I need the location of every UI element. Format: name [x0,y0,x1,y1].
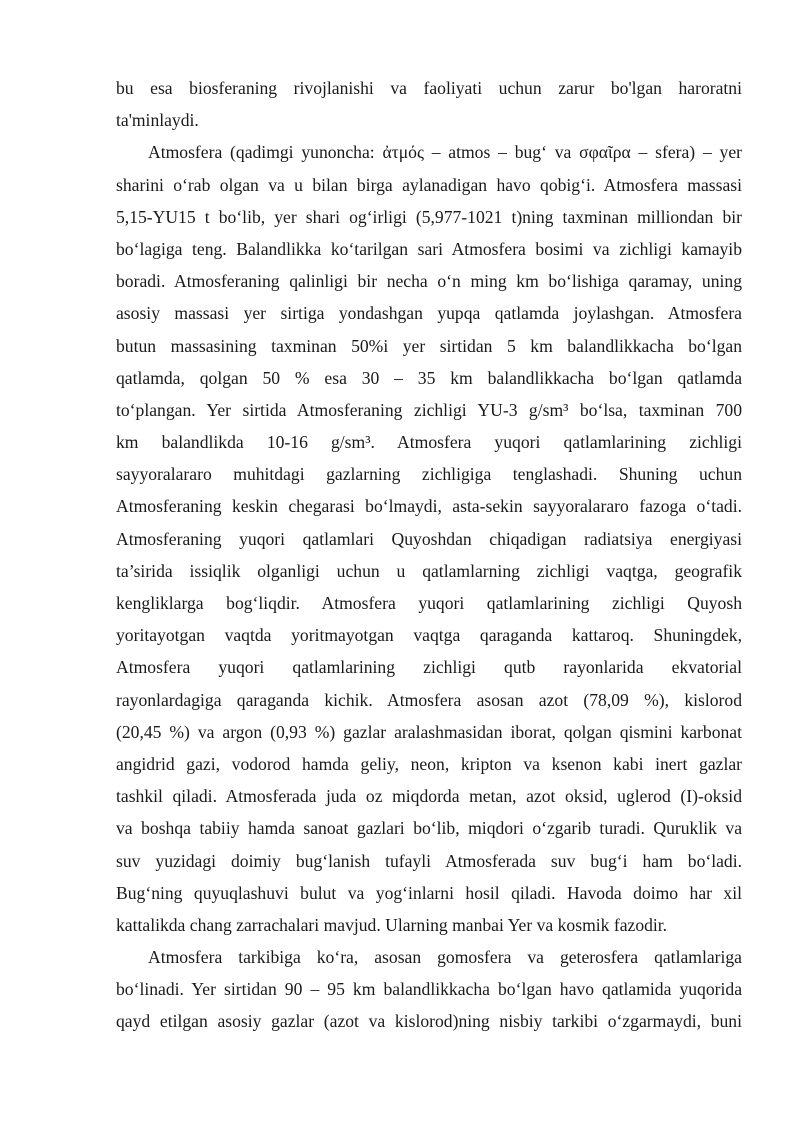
text-line: butun massasining taxminan 50%i yer sirtidan 5 km balandlikkacha bo‘lgan [116,335,742,356]
paragraph [116,941,742,1038]
text-line: km balandlikda 10-16 g/sm³. Atmosfera yuqori qatlamlarining zichligi [116,432,742,453]
paragraph [116,136,742,941]
text-line: Atmosfera (qadimgi yunoncha: ἀτμός – atmos – bug‘ va σφαῖρα – sfera) – yer [148,142,742,163]
text-line: bo‘lagiga teng. Balandlikka ko‘tarilgan sari Atmosfera bosimi va zichligi kamayib [116,238,742,259]
text-line: kengliklarga bog‘liqdir. Atmosfera yuqori qatlamlarining zichligi Quyosh [116,593,742,613]
text-line: sayyoralararo muhitdagi gazlarning zichligiga tenglashadi. Shuning uchun [116,464,742,485]
text-line: Bug‘ning quyuqlashuvi bulut va yog‘inlarni hosil qiladi. Havoda doimo har xil [116,882,742,903]
text-line: Atmosfera tarkibiga ko‘ra, asosan gomosfera va geterosfera qatlamlariga [148,947,742,968]
paragraph [116,72,742,136]
document-page [116,72,742,1038]
text-line: 5,15-YU15 t bo‘lib, yer shari og‘irligi (5,977-1021 t)ning taxminan milliondan bir [116,206,742,227]
text-line: va boshqa tabiiy hamda sanoat gazlari bo‘lib, miqdori o‘zgarib turadi. Quruklik va [116,818,742,839]
text-line: suv yuzidagi doimiy bug‘lanish tufayli Atmosferada suv bug‘i ham bo‘ladi. [116,850,742,871]
text-line: qayd etilgan asosiy gazlar (azot va kislorod)ning nisbiy tarkibi o‘zgarmaydi, buni [116,1011,742,1032]
text-line: bo‘linadi. Yer sirtidan 90 – 95 km balandlikkacha bo‘lgan havo qatlamida yuqorida [116,979,742,1000]
text-line: kattalikda chang zarrachalari mavjud. Ularning manbai Yer va kosmik fazodir. [116,914,668,935]
text-line: rayonlardagiga qaraganda kichik. Atmosfera asosan azot (78,09 %), kislorod [116,689,742,710]
text-line: qatlamda, qolgan 50 % esa 30 – 35 km balandlikkacha bo‘lgan qatlamda [116,367,742,388]
text-line: (20,45 %) va argon (0,93 %) gazlar aralashmasidan iborat, qolgan qismini karbonat [116,721,742,742]
text-line: tashkil qiladi. Atmosferada juda oz miqdorda metan, azot oksid, uglerod (I)-oksid [116,786,742,807]
text-line: to‘plangan. Yer sirtida Atmosferaning zichligi YU-3 g/sm³ bo‘lsa, taxminan 700 [116,399,742,420]
text-line: sharini o‘rab olgan va u bilan birga aylanadigan havo qobig‘i. Atmosfera massasi [116,174,742,195]
text-line: yoritayotgan vaqtda yoritmayotgan vaqtga qaraganda kattaroq. Shuningdek, [116,625,742,646]
text-line: asosiy massasi yer sirtiga yondashgan yupqa qatlamda joylashgan. Atmosfera [116,303,742,324]
text-line: Atmosferaning keskin chegarasi bo‘lmaydi, asta-sekin sayyoralararo fazoga o‘tadi. [116,496,742,517]
text-line: ta’sirida issiqlik olganligi uchun u qatlamlarning zichligi vaqtga, geografik [116,560,742,581]
text-line: bu esa biosferaning rivojlanishi va faoliyati uchun zarur bo'lgan haroratni [116,78,742,98]
text-line: Atmosferaning yuqori qatlamlari Quyoshdan chiqadigan radiatsiya energiyasi [116,528,742,549]
text-line: angidrid gazi, vodorod hamda geliy, neon, kripton va ksenon kabi inert gazlar [116,753,742,774]
text-line: Atmosfera yuqori qatlamlarining zichligi qutb rayonlarida ekvatorial [116,657,742,678]
text-line: ta'minlaydi. [116,110,199,131]
text-line: boradi. Atmosferaning qalinligi bir necha o‘n ming km bo‘lishiga qaramay, uning [116,271,742,292]
